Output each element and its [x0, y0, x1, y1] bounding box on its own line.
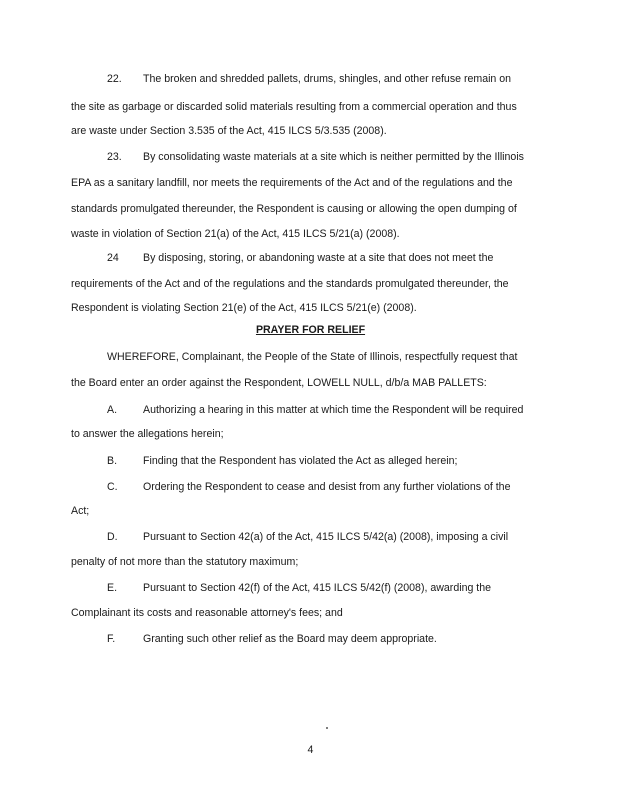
paragraph-24-line-3: Respondent is violating Section 21(e) of the Act, 415 ILCS 5/21(e) (2008). — [71, 302, 417, 314]
paragraph-23-line-2: EPA as a sanitary landfill, nor meets the requirements of the Act and of the regulations and the — [71, 177, 513, 189]
relief-item-d-line-1: Pursuant to Section 42(a) of the Act, 415 ILCS 5/42(a) (2008), imposing a civil — [143, 531, 509, 543]
relief-item-b-label: B. — [107, 455, 118, 467]
relief-item-f-label: F. — [107, 633, 116, 645]
relief-item-c-line-2: Act; — [71, 505, 90, 517]
paragraph-23-line-4: waste in violation of Section 21(a) of the Act, 415 ILCS 5/21(a) (2008). — [71, 228, 400, 240]
relief-item-d-label: D. — [107, 531, 118, 543]
relief-item-c-line-1: Ordering the Respondent to cease and desist from any further violations of the — [143, 481, 511, 493]
relief-item-a-line-1: Authorizing a hearing in this matter at which time the Respondent will be required — [143, 404, 524, 416]
paragraph-22-line-2: the site as garbage or discarded solid materials resulting from a commercial operation and thus — [71, 101, 517, 113]
paragraph-24-number: 24 — [107, 252, 119, 264]
paragraph-24-line-2: requirements of the Act and of the regulations and the standards promulgated thereunder, the — [71, 278, 509, 290]
relief-item-a-label: A. — [107, 404, 118, 416]
relief-item-c-label: C. — [107, 481, 118, 493]
relief-item-e-label: E. — [107, 582, 118, 594]
relief-item-b-line-1: Finding that the Respondent has violated the Act as alleged herein; — [143, 455, 458, 467]
paragraph-24-line-1: By disposing, storing, or abandoning waste at a site that does not meet the — [143, 252, 494, 264]
relief-item-e-line-1: Pursuant to Section 42(f) of the Act, 415 ILCS 5/42(f) (2008), awarding the — [143, 582, 492, 594]
paragraph-22-number: 22. — [107, 73, 122, 85]
paragraph-22-line-1: The broken and shredded pallets, drums, shingles, and other refuse remain on — [143, 73, 512, 85]
wherefore-line-1: WHEREFORE, Complainant, the People of the State of Illinois, respectfully request that — [107, 351, 518, 363]
wherefore-line-2: the Board enter an order against the Respondent, LOWELL NULL, d/b/a MAB PALLETS: — [71, 377, 487, 389]
paragraph-22-line-3: are waste under Section 3.535 of the Act, 415 ILCS 5/3.535 (2008). — [71, 125, 387, 137]
relief-item-f-line-1: Granting such other relief as the Board may deem appropriate. — [143, 633, 437, 645]
page-number: 4 — [307, 744, 314, 756]
relief-item-d-line-2: penalty of not more than the statutory maximum; — [71, 556, 299, 568]
prayer-for-relief-heading: PRAYER FOR RELIEF — [255, 324, 366, 336]
paragraph-23-line-3: standards promulgated thereunder, the Respondent is causing or allowing the open dumping of — [71, 203, 517, 215]
relief-item-a-line-2: to answer the allegations herein; — [71, 428, 224, 440]
scan-speck — [326, 727, 328, 729]
paragraph-23-line-1: By consolidating waste materials at a site which is neither permitted by the Illinois — [143, 151, 524, 163]
paragraph-23-number: 23. — [107, 151, 122, 163]
relief-item-e-line-2: Complainant its costs and reasonable attorney's fees; and — [71, 607, 343, 619]
